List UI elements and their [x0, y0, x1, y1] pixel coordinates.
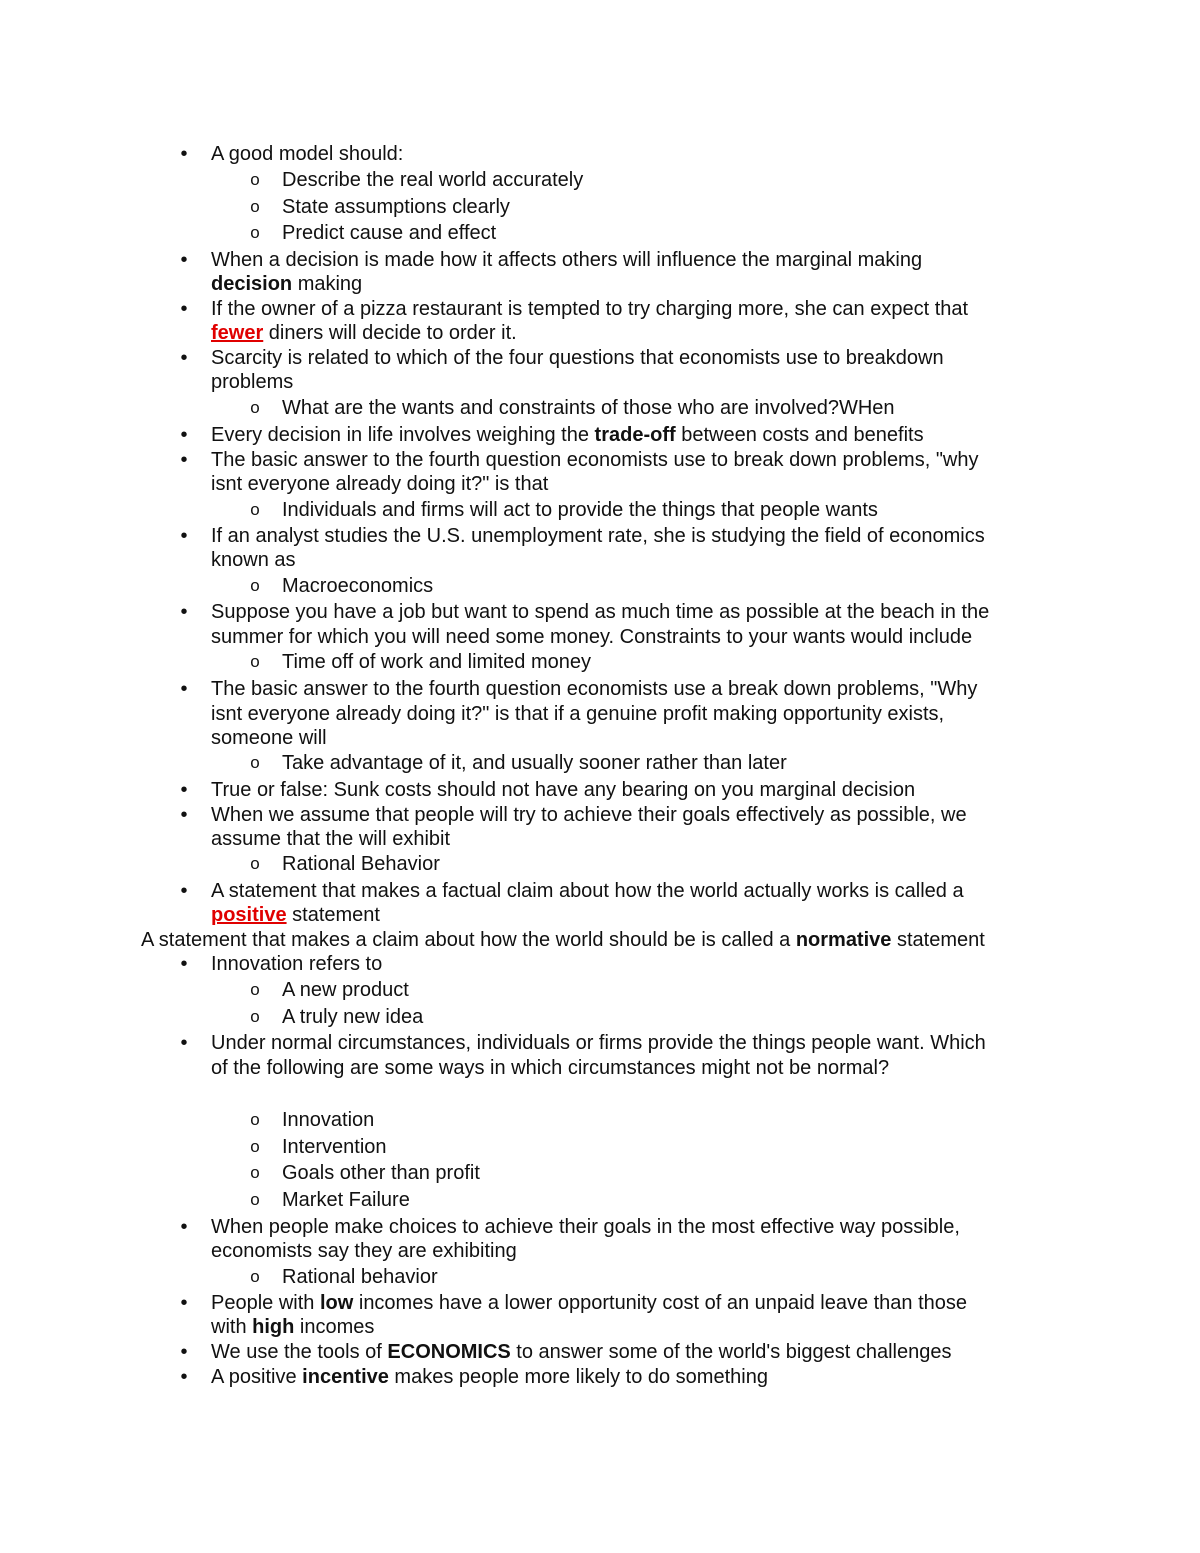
- bullet-text: Scarcity is related to which of the four questions that economists use to breakdown: [211, 347, 944, 369]
- bullet-marker: •: [180, 249, 188, 271]
- bullet-text: Under normal circumstances, individuals or firms provide the things people want. Which: [211, 1032, 986, 1054]
- bullet-text-continued: positive statement: [211, 904, 380, 926]
- sub-bullet-text: A new product: [282, 979, 409, 1001]
- bullet-text: The basic answer to the fourth question economists use a break down problems, "Why: [211, 678, 978, 700]
- bullet-text-continued: decision making: [211, 273, 363, 295]
- bullet-text-continued: with high incomes: [211, 1316, 375, 1338]
- sub-bullet-marker: o: [250, 1163, 260, 1182]
- bullet-text-continued: problems: [211, 371, 294, 393]
- bullet-text: A good model should:: [211, 143, 404, 165]
- sub-bullet-marker: o: [250, 652, 260, 671]
- sub-bullet-marker: o: [250, 170, 260, 189]
- sub-bullet-text: Predict cause and effect: [282, 222, 497, 244]
- highlighted-answer: fewer: [211, 322, 264, 344]
- sub-bullet-marker: o: [250, 1007, 260, 1026]
- bullet-marker: •: [180, 298, 188, 320]
- sub-bullet-marker: o: [250, 1190, 260, 1209]
- sub-bullet-marker: o: [250, 854, 260, 873]
- bullet-text-continued: assume that the will exhibit: [211, 828, 451, 850]
- bullet-marker: •: [180, 779, 188, 801]
- sub-bullet-text: Macroeconomics: [282, 575, 434, 597]
- sub-bullet-marker: o: [250, 1267, 260, 1286]
- sub-bullet-marker: o: [250, 500, 260, 519]
- sub-bullet-text: Time off of work and limited money: [282, 651, 592, 673]
- bullet-text-continued: summer for which you will need some money. Constraints to your wants would include: [211, 626, 973, 648]
- sub-bullet-text: Goals other than profit: [282, 1162, 480, 1184]
- sub-bullet-marker: o: [250, 197, 260, 216]
- sub-bullet-marker: o: [250, 398, 260, 417]
- bullet-marker: •: [180, 424, 188, 446]
- bullet-marker: •: [180, 143, 188, 165]
- bullet-marker: •: [180, 804, 188, 826]
- bullet-marker: •: [180, 678, 188, 700]
- bullet-text: Innovation refers to: [211, 953, 383, 975]
- bullet-marker: •: [180, 880, 188, 902]
- bullet-marker: •: [180, 1032, 188, 1054]
- sub-bullet-text: What are the wants and constraints of those who are involved?WHen: [282, 397, 895, 419]
- sub-bullet-marker: o: [250, 576, 260, 595]
- sub-bullet-text: State assumptions clearly: [282, 196, 510, 218]
- bullet-marker: •: [180, 1216, 188, 1238]
- bullet-text: When we assume that people will try to achieve their goals effectively as possible, we: [211, 804, 967, 826]
- bullet-marker: •: [180, 449, 188, 471]
- sub-bullet-text: Rational behavior: [282, 1266, 438, 1288]
- sub-bullet-text: Innovation: [282, 1109, 375, 1131]
- bullet-text-continued: fewer diners will decide to order it.: [211, 322, 517, 344]
- highlighted-answer: positive: [211, 904, 287, 926]
- bullet-marker: •: [180, 525, 188, 547]
- bullet-marker: •: [180, 347, 188, 369]
- bullet-text-continued: isnt everyone already doing it?" is that if a genuine profit making opportunity exists,: [211, 703, 945, 725]
- bullet-text: True or false: Sunk costs should not have any bearing on you marginal decision: [211, 779, 916, 801]
- bullet-marker: •: [180, 1366, 188, 1388]
- sub-bullet-marker: o: [250, 1137, 260, 1156]
- sub-bullet-marker: o: [250, 1110, 260, 1129]
- bullet-text: Suppose you have a job but want to spend as much time as possible at the beach in the: [211, 601, 990, 623]
- sub-bullet-text: Market Failure: [282, 1189, 410, 1211]
- bullet-text-continued: someone will: [211, 727, 327, 749]
- bullet-text: Every decision in life involves weighing the trade-off between costs and benefits: [211, 424, 924, 446]
- bullet-text: We use the tools of ECONOMICS to answer some of the world's biggest challenges: [211, 1341, 952, 1363]
- bullet-text: People with low incomes have a lower opportunity cost of an unpaid leave than those: [211, 1292, 968, 1314]
- bullet-marker: •: [180, 1341, 188, 1363]
- bullet-marker: •: [180, 953, 188, 975]
- sub-bullet-marker: o: [250, 223, 260, 242]
- sub-bullet-text: Rational Behavior: [282, 853, 440, 875]
- sub-bullet-text: Intervention: [282, 1136, 387, 1158]
- plain-paragraph: A statement that makes a claim about how the world should be is called a normative statement: [141, 929, 985, 951]
- sub-bullet-marker: o: [250, 753, 260, 772]
- bullet-text-continued: known as: [211, 549, 296, 571]
- sub-bullet-text: Take advantage of it, and usually sooner rather than later: [282, 752, 787, 774]
- bullet-text: A statement that makes a factual claim about how the world actually works is called a: [211, 880, 964, 902]
- sub-bullet-marker: o: [250, 980, 260, 999]
- sub-bullet-text: Describe the real world accurately: [282, 169, 584, 191]
- bullet-text-continued: economists say they are exhibiting: [211, 1240, 517, 1262]
- bullet-text: A positive incentive makes people more likely to do something: [211, 1366, 768, 1388]
- bullet-text: If an analyst studies the U.S. unemployment rate, she is studying the field of economics: [211, 525, 985, 547]
- bullet-text-continued: isnt everyone already doing it?" is that: [211, 473, 549, 495]
- sub-bullet-text: A truly new idea: [282, 1006, 424, 1028]
- bullet-text-continued: of the following are some ways in which circumstances might not be normal?: [211, 1057, 890, 1079]
- bullet-text: When people make choices to achieve their goals in the most effective way possible,: [211, 1216, 960, 1238]
- sub-bullet-text: Individuals and firms will act to provide the things that people wants: [282, 499, 878, 521]
- bullet-text: If the owner of a pizza restaurant is tempted to try charging more, she can expect that: [211, 298, 969, 320]
- bullet-marker: •: [180, 601, 188, 623]
- bullet-text: The basic answer to the fourth question economists use to break down problems, "why: [211, 449, 979, 471]
- bullet-text: When a decision is made how it affects others will influence the marginal making: [211, 249, 923, 271]
- bullet-marker: •: [180, 1292, 188, 1314]
